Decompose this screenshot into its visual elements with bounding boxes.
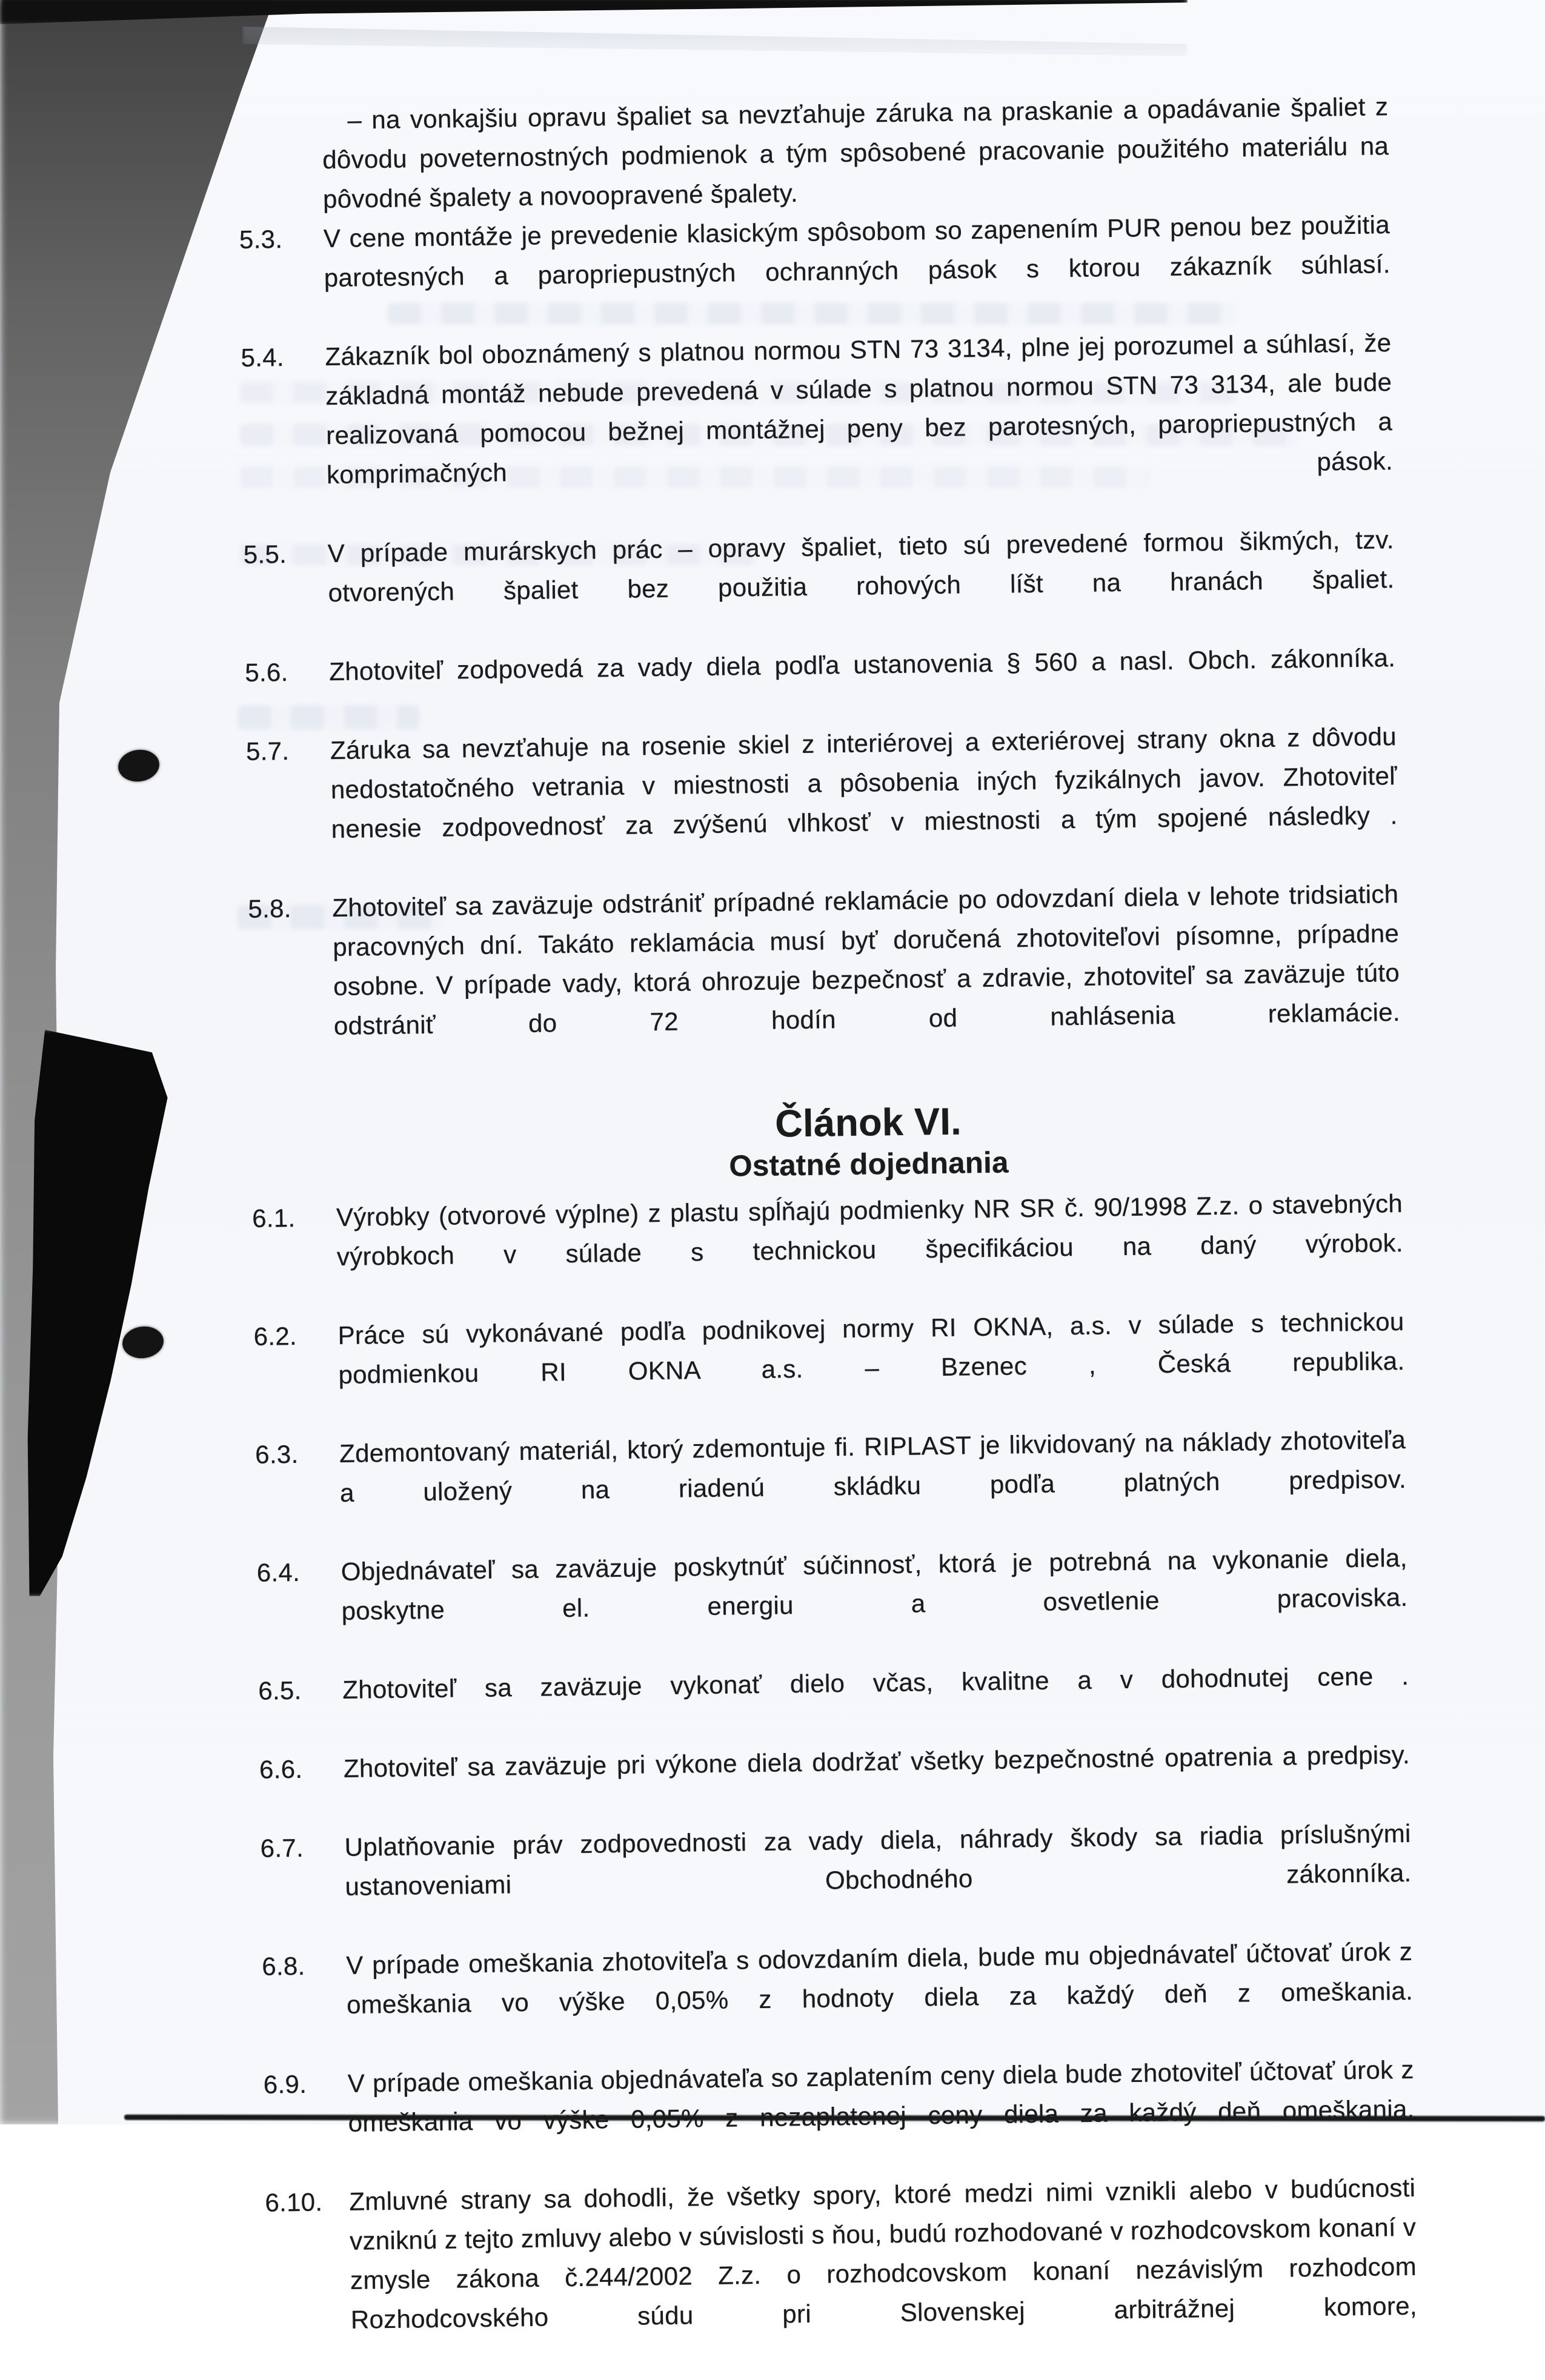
contract-text-block <box>238 87 1418 2380</box>
clause-text: Zákazník bol oboznámený s platnou normou STN 73 3134, plne jej porozumel a súhlasí, že základná montáž nebude prevedená v súlade s platnou normou STN 73 3134, ale bude realizovaná pomocou bežnej montážnej peny bez parotesných, paropriepustných a komprimačných pások. <box>325 328 1394 489</box>
clause-item <box>239 205 1391 338</box>
clause-item <box>241 323 1394 535</box>
clause-text: Zhotoviteľ zodpovedá za vady diela podľa ustanovenia § 560 a nasl. Obch. zákonníka. <box>329 643 1396 686</box>
clause-number: 5.7. <box>245 736 290 766</box>
clause-text: Výrobky (otvorové výplne) z plastu spĺňajú podmienky NR SR č. 90/1998 Z.z. o stavebných výrobkoch v súlade s technickou špecifikáciou na daný výrobok. <box>336 1188 1404 1271</box>
binder-black-edge <box>24 1030 197 1596</box>
clause-number: 5.5. <box>243 540 287 569</box>
article-subtitle: Ostatné dojednania <box>729 1146 1009 1183</box>
clause-item <box>255 1420 1407 1553</box>
clause-text: Zmluvné strany sa dohodli, že všetky spory, ktoré medzi nimi vznikli alebo v budúcnosti vzniknú z tejto zmluvy alebo v súvislosti s ňou, budú rozhodované v rozhodcovskom konaní v zmysle zákona č.244/2002 Z.z. o rozhodcovskom konaní nezávislým rozhodcom Rozhodcovského súdu pri Slovenskej arbitrážnej komore, <box>349 2173 1418 2334</box>
clause-text: Záruka sa nevzťahuje na rosenie skiel z interiérovej a exteriérovej strany okna z dôvodu nedostatočného vetrania v miestnosti a pôsobenia iných fyzikálnych javov. Zhotoviteľ nenesie zodpovednosť za zvýšenú vlhkosť v miestnosti a tým spojené následky . <box>330 722 1398 844</box>
clause-number: 6.5. <box>258 1676 302 1705</box>
clause-item <box>262 1932 1414 2065</box>
clause-text: V prípade omeškania zhotoviteľa s odovzdaním diela, bude mu objednávateľ účtovať úrok z omeškania vo výške 0,05% z hodnoty diela za každý deň z omeškania. <box>345 1937 1414 2019</box>
clause-number: 6.6. <box>259 1754 303 1784</box>
clause-number: 6.9. <box>263 2069 307 2099</box>
clause-number: 5.3. <box>239 225 283 254</box>
clause-text: Zhotoviteľ sa zaväzuje vykonať dielo včas, kvalitne a v dohodnutej cene . <box>342 1661 1409 1704</box>
punch-hole-top <box>116 747 162 784</box>
clause-text: V prípade omeškania objednávateľa so zaplatením ceny diela bude zhotoviteľ účtovať úrok z omeškania vo výške 0,05% z nezaplatenej ceny diela za každý deň omeškania. <box>347 2055 1415 2137</box>
punch-hole-bottom <box>121 1324 166 1361</box>
clause-item <box>246 717 1398 889</box>
clause-text: Zhotoviteľ sa zaväzuje pri výkone diela dodržať všetky bezpečnostné opatrenia a predpisy. <box>343 1740 1410 1783</box>
clause-item <box>253 1302 1405 1435</box>
clause-item <box>243 520 1395 653</box>
clause-number: 6.1. <box>251 1203 296 1233</box>
clause-number: 6.8. <box>261 1951 305 1981</box>
clause-item <box>252 1184 1404 1317</box>
clause-number: 5.6. <box>245 657 288 687</box>
clause-text: Objednávateľ sa zaväzuje poskytnúť súčinnosť, ktorá je potrebná na vykonanie diela, poskytne el. energiu a osvetlenie pracoviska. <box>341 1543 1408 1625</box>
clause-item <box>260 1814 1412 1947</box>
clause-number: 6.4. <box>256 1557 301 1587</box>
clause-item <box>256 1538 1408 1671</box>
intro-bullet-paragraph: – na vonkajšiu opravu špaliet sa nevzťahuje záruka na praskanie a opadávanie špaliet z dôvodu poveternostných podmienok a tým spôsobené pracovanie použitého materiálu na pôvodné špalety a novoopravené špalety. <box>322 92 1389 214</box>
page-crease <box>242 16 1188 70</box>
clause-item <box>259 1735 1411 1829</box>
clause-text: V cene montáže je prevedenie klasickým spôsobom so zapenením PUR penou bez použitia parotesných a paropriepustných ochranných pások s ktorou zákazník súhlasí. <box>323 210 1390 293</box>
clause-number: 6.2. <box>253 1321 297 1351</box>
clause-item <box>245 638 1397 732</box>
clause-text: Zhotoviteľ sa zaväzuje odstrániť prípadné reklamácie po odovzdaní diela v lehote tridsiatich pracovných dní. Takáto reklamácia musí byť doručená zhotoviteľovi písomne, prípadne osobne. V prípade vady, ktorá ohrozuje bezpečnosť a zdravie, zhotoviteľ sa zaväzuje túto odstrániť do 72 hodín od nahlásenia reklamácie. <box>332 880 1401 1041</box>
clause-number: 6.7. <box>260 1833 304 1863</box>
clause-text: Zdemontovaný materiál, ktorý zdemontuje fi. RIPLAST je likvidovaný na náklady zhotoviteľa a uložený na riadenú skládku podľa platných predpisov. <box>339 1425 1407 1507</box>
clause-text: Uplatňovanie práv zodpovednosti za vady diela, náhrady škody sa riadia príslušnými ustanoveniami Obchodného zákonníka. <box>344 1818 1412 1901</box>
article-title: Článok VI. <box>774 1100 962 1145</box>
clause-item <box>265 2168 1418 2380</box>
clause-number: 5.8. <box>248 893 292 923</box>
clause-text: Práce sú vykonávané podľa podnikovej normy RI OKNA, a.s. v súlade s technickou podmienkou RI OKNA a.s. – Bzenec , Česká republika. <box>337 1307 1405 1389</box>
clause-item <box>258 1656 1410 1750</box>
clause-number: 6.3. <box>254 1439 299 1469</box>
clause-number: 5.4. <box>241 343 285 372</box>
clause-item <box>263 2050 1415 2183</box>
clause-text: V prípade murárskych prác – opravy špaliet, tieto sú prevedené formou šikmých, tzv. otvorených špaliet bez použitia rohových líšt na hranách špaliet. <box>327 525 1395 608</box>
clause-item <box>248 874 1401 1086</box>
clause-number: 6.10. <box>265 2187 323 2217</box>
